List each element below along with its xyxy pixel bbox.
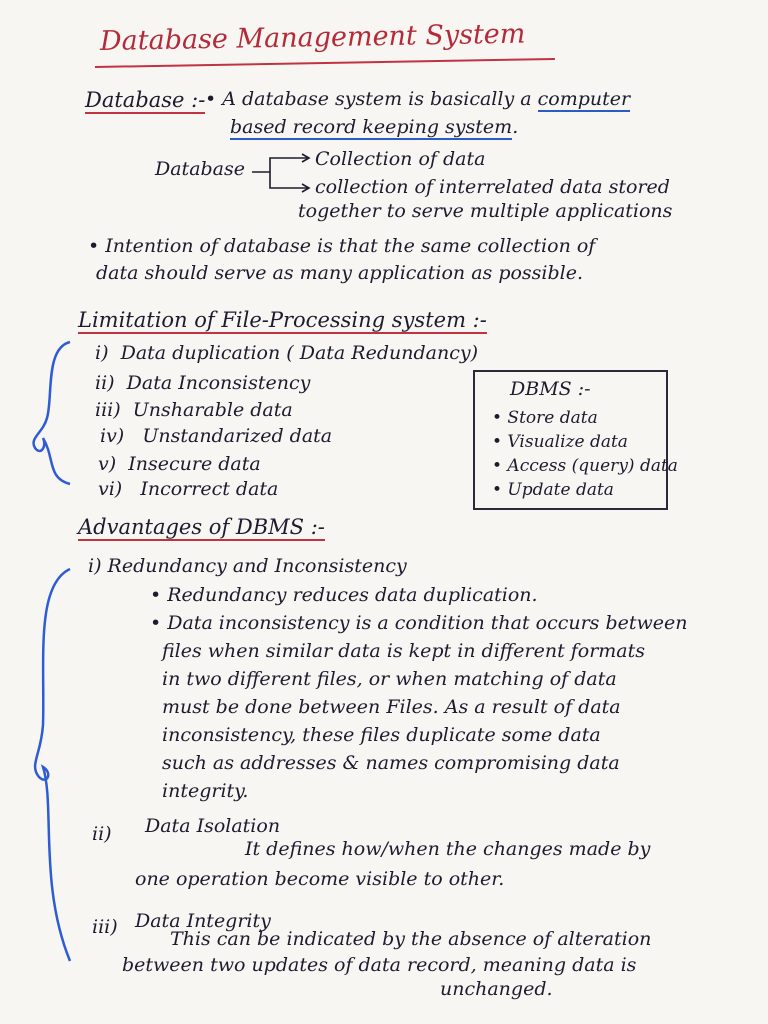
title-underline: [95, 58, 555, 68]
diagram-item-collection: Collection of data: [315, 148, 486, 170]
definition-highlight-record-keeping: based record keeping system: [230, 116, 513, 138]
dbms-item-access: • Access (query) data: [492, 456, 678, 476]
limitations-heading-text: Limitation of File-Processing system :-: [78, 308, 487, 332]
limitation-item-3: [95, 399, 293, 421]
advantage-1-bullet-2-line-5: inconsistency, these files duplicate some data: [162, 724, 601, 746]
advantage-1-heading: i) Redundancy and Inconsistency: [88, 555, 407, 577]
advantage-3-line-1: This can be indicated by the absence of alteration: [170, 928, 652, 950]
limitation-item-1: [95, 342, 478, 364]
limitation-text-1: Data duplication ( Data Redundancy): [120, 342, 478, 364]
dbms-item-visualize: • Visualize data: [492, 432, 628, 452]
advantage-3-line-3: unchanged.: [440, 978, 553, 1000]
advantages-heading: [78, 515, 325, 539]
advantage-2-line-2: one operation become visible to other.: [135, 868, 505, 890]
limitation-num-5: v): [98, 453, 117, 475]
advantage-3-line-2: between two updates of data record, meaning data is: [122, 954, 637, 976]
limitation-num-3: iii): [95, 399, 121, 421]
definition-suffix: .: [512, 116, 519, 138]
definition-highlight-computer: computer: [537, 88, 631, 110]
limitations-heading: [78, 308, 487, 332]
advantage-3-heading: Data Integrity: [135, 910, 271, 932]
database-heading-text: Database :-: [85, 88, 206, 112]
advantage-2-num: ii): [92, 823, 112, 845]
dbms-item-update: • Update data: [492, 480, 614, 500]
limitation-item-6: [98, 478, 278, 500]
advantage-1-bullet-2-line-4: must be done between Files. As a result of data: [162, 696, 621, 718]
diagram-label: Database: [155, 158, 246, 180]
page-title: Database Management System: [99, 18, 526, 57]
limitation-num-4: iv): [100, 425, 125, 447]
advantage-2-heading: Data Isolation: [145, 815, 281, 837]
limitations-brace: [25, 338, 75, 488]
advantage-1-bullet-2-line-3: in two different files, or when matching of data: [162, 668, 617, 690]
advantage-1-bullet-2-line-6: such as addresses & names compromising data: [162, 752, 620, 774]
advantage-1-bullet-2-line-2: files when similar data is kept in different formats: [162, 640, 646, 662]
intention-line2: data should serve as many application as possible.: [96, 262, 584, 284]
limitation-text-4: Unstandarized data: [142, 425, 333, 447]
limitation-text-5: Insecure data: [128, 453, 261, 475]
diagram-arrows: [250, 150, 315, 200]
advantages-heading-text: Advantages of DBMS :-: [78, 515, 325, 539]
limitation-item-2: [95, 372, 310, 394]
diagram-item-interrelated-1: collection of interrelated data stored: [315, 176, 670, 198]
dbms-box-heading: DBMS :-: [510, 378, 591, 400]
advantage-1-bullet-1: • Redundancy reduces data duplication.: [150, 584, 538, 606]
diagram-item-interrelated-2: together to serve multiple applications: [298, 200, 673, 222]
advantage-2-line-1: It defines how/when the changes made by: [245, 838, 651, 860]
limitation-text-3: Unsharable data: [132, 399, 293, 421]
database-definition-line2: [230, 116, 518, 138]
advantages-brace: [15, 565, 75, 965]
limitation-item-4: [100, 425, 332, 447]
advantage-3-num: iii): [92, 916, 118, 938]
limitation-text-2: Data Inconsistency: [126, 372, 311, 394]
advantage-1-bullet-2-line-1: • Data inconsistency is a condition that occurs between: [150, 612, 688, 634]
limitation-item-5: [98, 453, 261, 475]
database-definition-line1: [205, 88, 630, 110]
limitation-text-6: Incorrect data: [140, 478, 279, 500]
definition-prefix: • A database system is basically a: [205, 88, 532, 110]
limitation-num-6: vi): [98, 478, 123, 500]
limitation-num-1: i): [95, 342, 109, 364]
intention-line1: • Intention of database is that the same collection of: [88, 235, 596, 257]
database-heading: [85, 88, 205, 112]
limitation-num-2: ii): [95, 372, 115, 394]
advantage-1-bullet-2-line-7: integrity.: [162, 780, 249, 802]
dbms-item-store: • Store data: [492, 408, 598, 428]
